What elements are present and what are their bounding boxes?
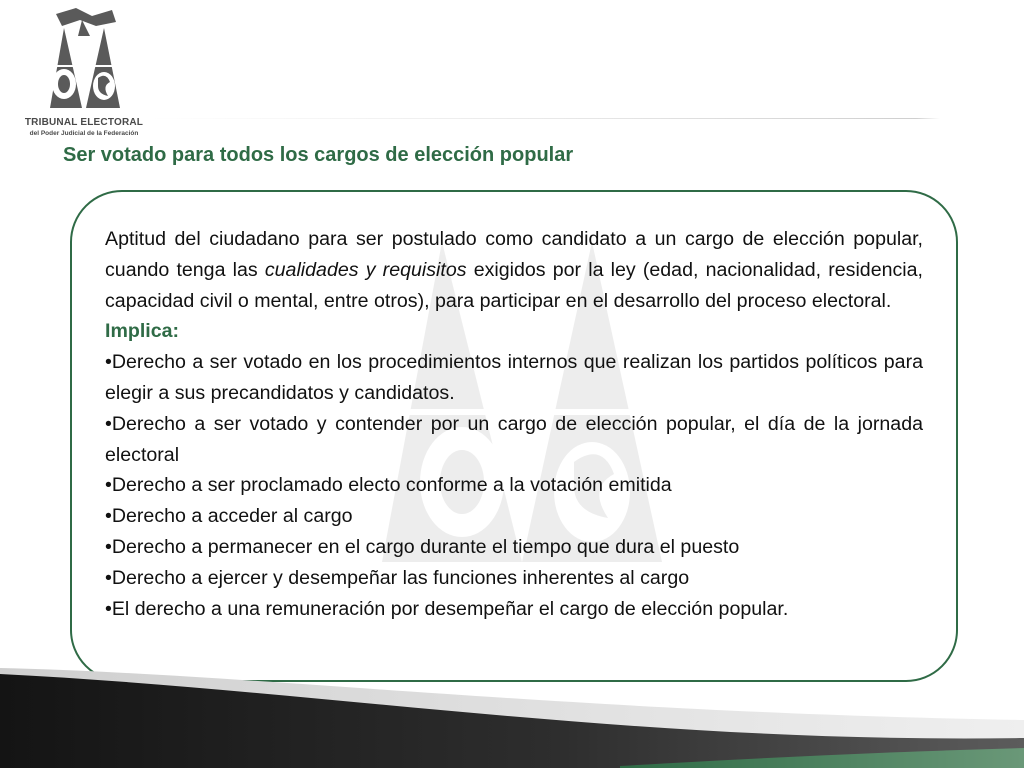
list-item: •Derecho a permanecer en el cargo durante el tiempo que dura el puesto — [105, 535, 740, 558]
logo-subtitle: del Poder Judicial de la Federación — [29, 130, 139, 137]
content-box — [70, 190, 958, 682]
list-item: •El derecho a una remuneración por desempeñar el cargo de elección popular. — [105, 597, 789, 620]
intro-text: Aptitud del ciudadano para ser postulado como candidato a un cargo de elección popular, cuando tenga las — [105, 228, 923, 281]
list-item: •Derecho a ser proclamado electo conforme a la votación emitida — [105, 474, 672, 497]
intro-text-end: exigidos por la ley (edad, nacionalidad, residencia, capacidad civil o mental, entre otros), para participar en el desarrollo del proceso electoral. — [105, 258, 923, 312]
list-item: •Derecho a ser votado y contender por un cargo de elección popular, el día de la jornada electoral — [105, 412, 923, 466]
body-text — [105, 224, 923, 624]
list-item: •Derecho a ser votado en los procedimientos internos que realizan los partidos políticos para elegir a sus precandidatos y candidatos. — [105, 351, 923, 404]
list-item: •Derecho a ejercer y desempeñar las funciones inherentes al cargo — [105, 566, 690, 589]
logo-title: TRIBUNAL ELECTORAL — [24, 117, 144, 128]
rights-list — [105, 347, 923, 624]
intro-paragraph — [105, 224, 923, 316]
footer-decoration — [0, 668, 1024, 768]
intro-italic-text: cualidades y requisitos — [264, 258, 467, 281]
slide-title: Ser votado para todos los cargos de elección popular — [63, 144, 574, 166]
list-item: •Derecho a acceder al cargo — [105, 505, 353, 528]
header-divider — [150, 118, 940, 119]
subheading: Implica: — [105, 320, 180, 343]
tribunal-electoral-logo — [22, 6, 142, 136]
scales-emblem-icon — [32, 6, 136, 112]
